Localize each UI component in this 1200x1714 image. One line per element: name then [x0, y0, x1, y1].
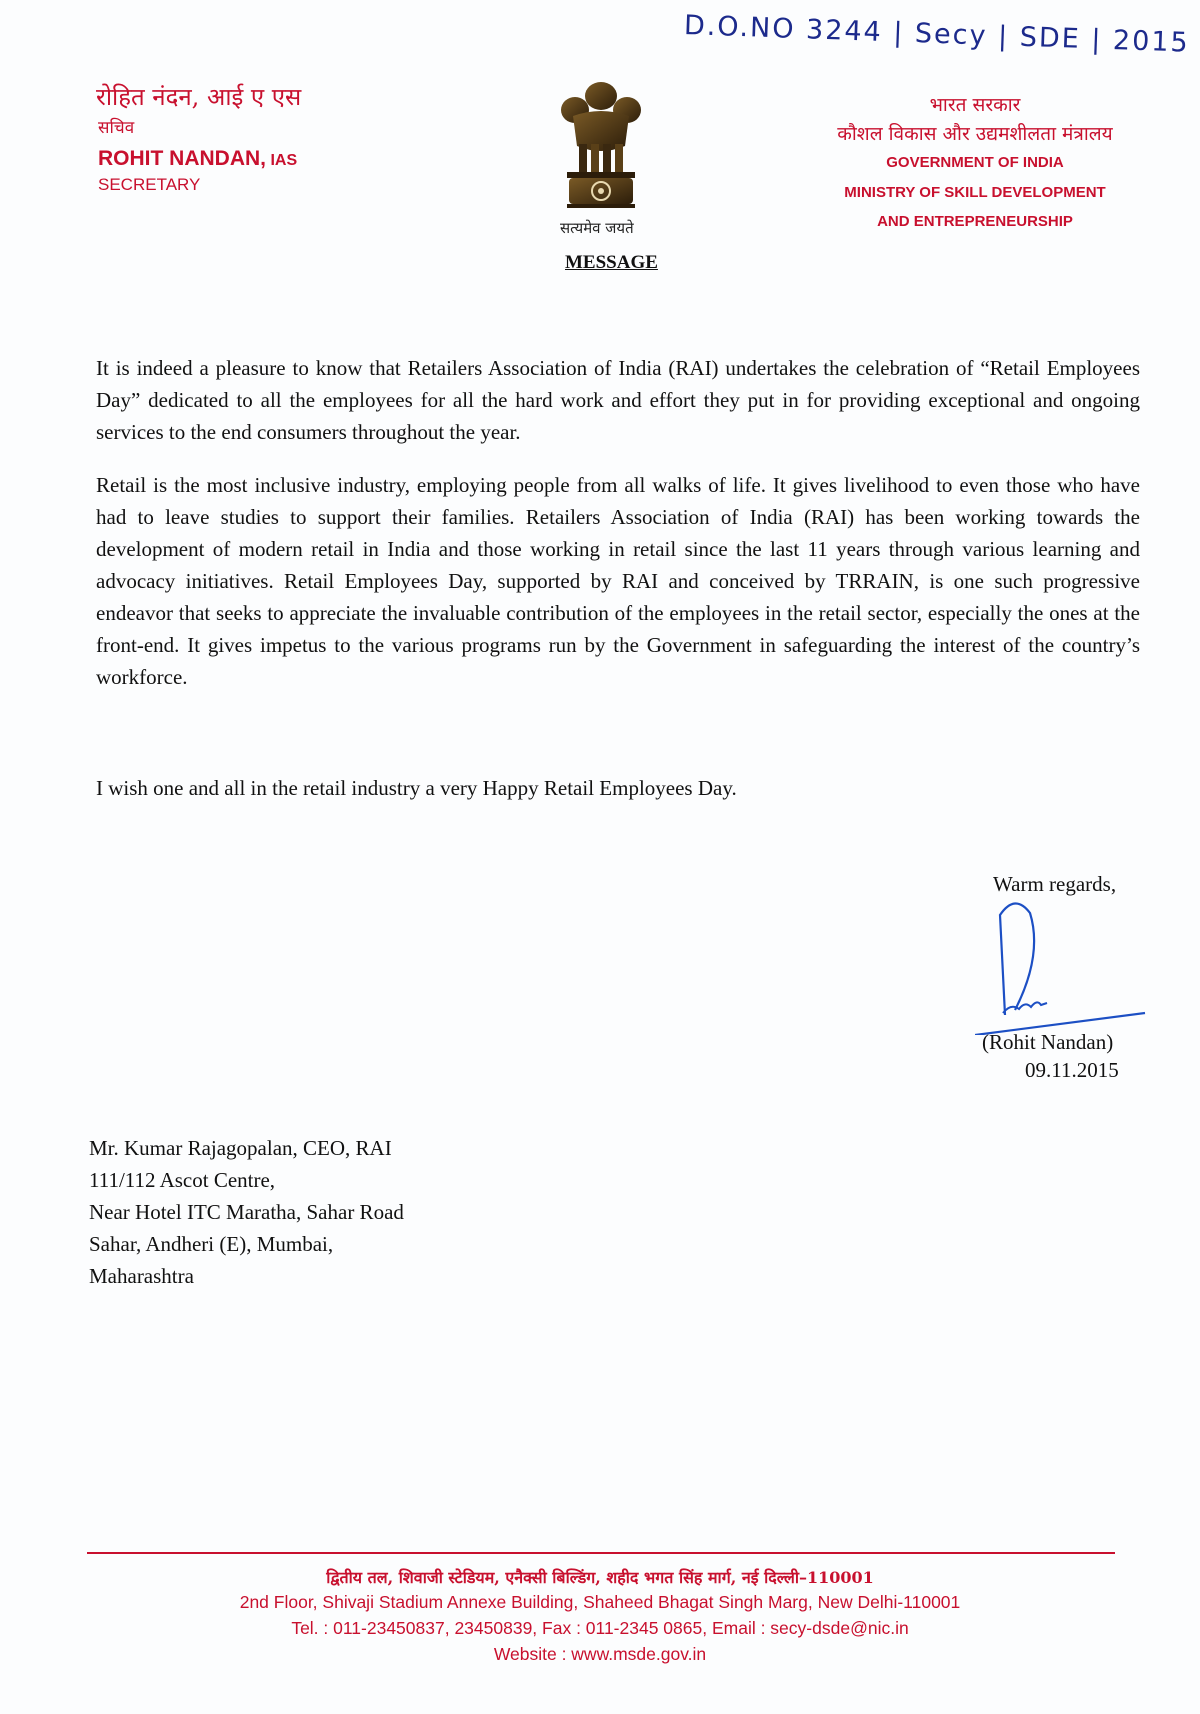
addressee-line-4: Sahar, Andheri (E), Mumbai,: [89, 1232, 334, 1256]
national-emblem-icon: [555, 76, 647, 212]
sender-designation-english: SECRETARY: [98, 175, 201, 194]
body-paragraph-1: It is indeed a pleasure to know that Retailers Association of India (RAI) undertakes the celebration of “Retail Employees Day” dedicated to all the employees for all the hard work and effort they put in for providing exceptional and ongoing services to the end consumers throughout the year.: [96, 356, 1140, 444]
signature-date: 09.11.2015: [1025, 1058, 1119, 1082]
sender-name-english: [98, 147, 297, 171]
footer-address-english: 2nd Floor, Shivaji Stadium Annexe Building, Shaheed Bhagat Singh Marg, New Delhi-110001: [239, 1592, 961, 1612]
sender-name: ROHIT NANDAN,: [98, 147, 266, 170]
footer-website-link[interactable]: Website : www.msde.gov.in: [493, 1644, 707, 1664]
sender-name-hindi: रोहित नंदन, आई ए एस: [96, 83, 302, 111]
signature-icon: [975, 895, 1150, 1035]
ministry-hindi-line1: भारत सरकार: [929, 94, 1021, 116]
message-heading: MESSAGE: [565, 252, 658, 273]
sender-service: IAS: [270, 152, 298, 169]
ministry-english-line1: GOVERNMENT OF INDIA: [886, 154, 1064, 171]
ministry-english-line2: MINISTRY OF SKILL DEVELOPMENT: [844, 184, 1106, 201]
closing-salutation: Warm regards,: [993, 872, 1117, 896]
footer-contact: Tel. : 011-23450837, 23450839, Fax : 011-2345 0865, Email : secy-dsde@nic.in: [291, 1618, 909, 1638]
do-number-handwritten: D.O.NO 3244 | Secy | SDE | 2015: [683, 10, 1191, 59]
body-paragraph-2: Retail is the most inclusive industry, employing people from all walks of life. It gives livelihood to even those who have had to leave studies to support their families. Retailers Association of India (RAI) has been working towards the development of modern retail in India and those working in retail since the last 11 years through various learning and advocacy initiatives. Retail Employees Day, supported by RAI and conceived by TRRAIN, is one such progressive endeavor that seeks to appreciate the invaluable contribution of the employees in the retail sector, especially the ones at the front-end. It gives impetus to the various programs run by the Government in safeguarding the interest of the country’s workforce.: [96, 473, 1140, 689]
footer-divider: [87, 1552, 1115, 1554]
ministry-hindi-line2: कौशल विकास और उद्यमशीलता मंत्रालय: [837, 123, 1113, 145]
footer-address-hindi: द्वितीय तल, शिवाजी स्टेडियम, एनैक्सी बिल्डिंग, शहीद भगत सिंह मार्ग, नई दिल्ली–110001: [326, 1568, 874, 1587]
addressee-line-2: 111/112 Ascot Centre,: [89, 1168, 276, 1192]
signatory-name: (Rohit Nandan): [982, 1030, 1114, 1054]
addressee-line-1: Mr. Kumar Rajagopalan, CEO, RAI: [89, 1136, 392, 1160]
body-paragraph-3: I wish one and all in the retail industry a very Happy Retail Employees Day.: [96, 776, 737, 800]
sender-designation-hindi: सचिव: [98, 118, 135, 138]
emblem-motto: सत्यमेव जयते: [560, 219, 634, 237]
ministry-english-line3: AND ENTREPRENEURSHIP: [877, 213, 1073, 230]
addressee-line-5: Maharashtra: [89, 1264, 194, 1288]
addressee-line-3: Near Hotel ITC Maratha, Sahar Road: [89, 1200, 404, 1224]
